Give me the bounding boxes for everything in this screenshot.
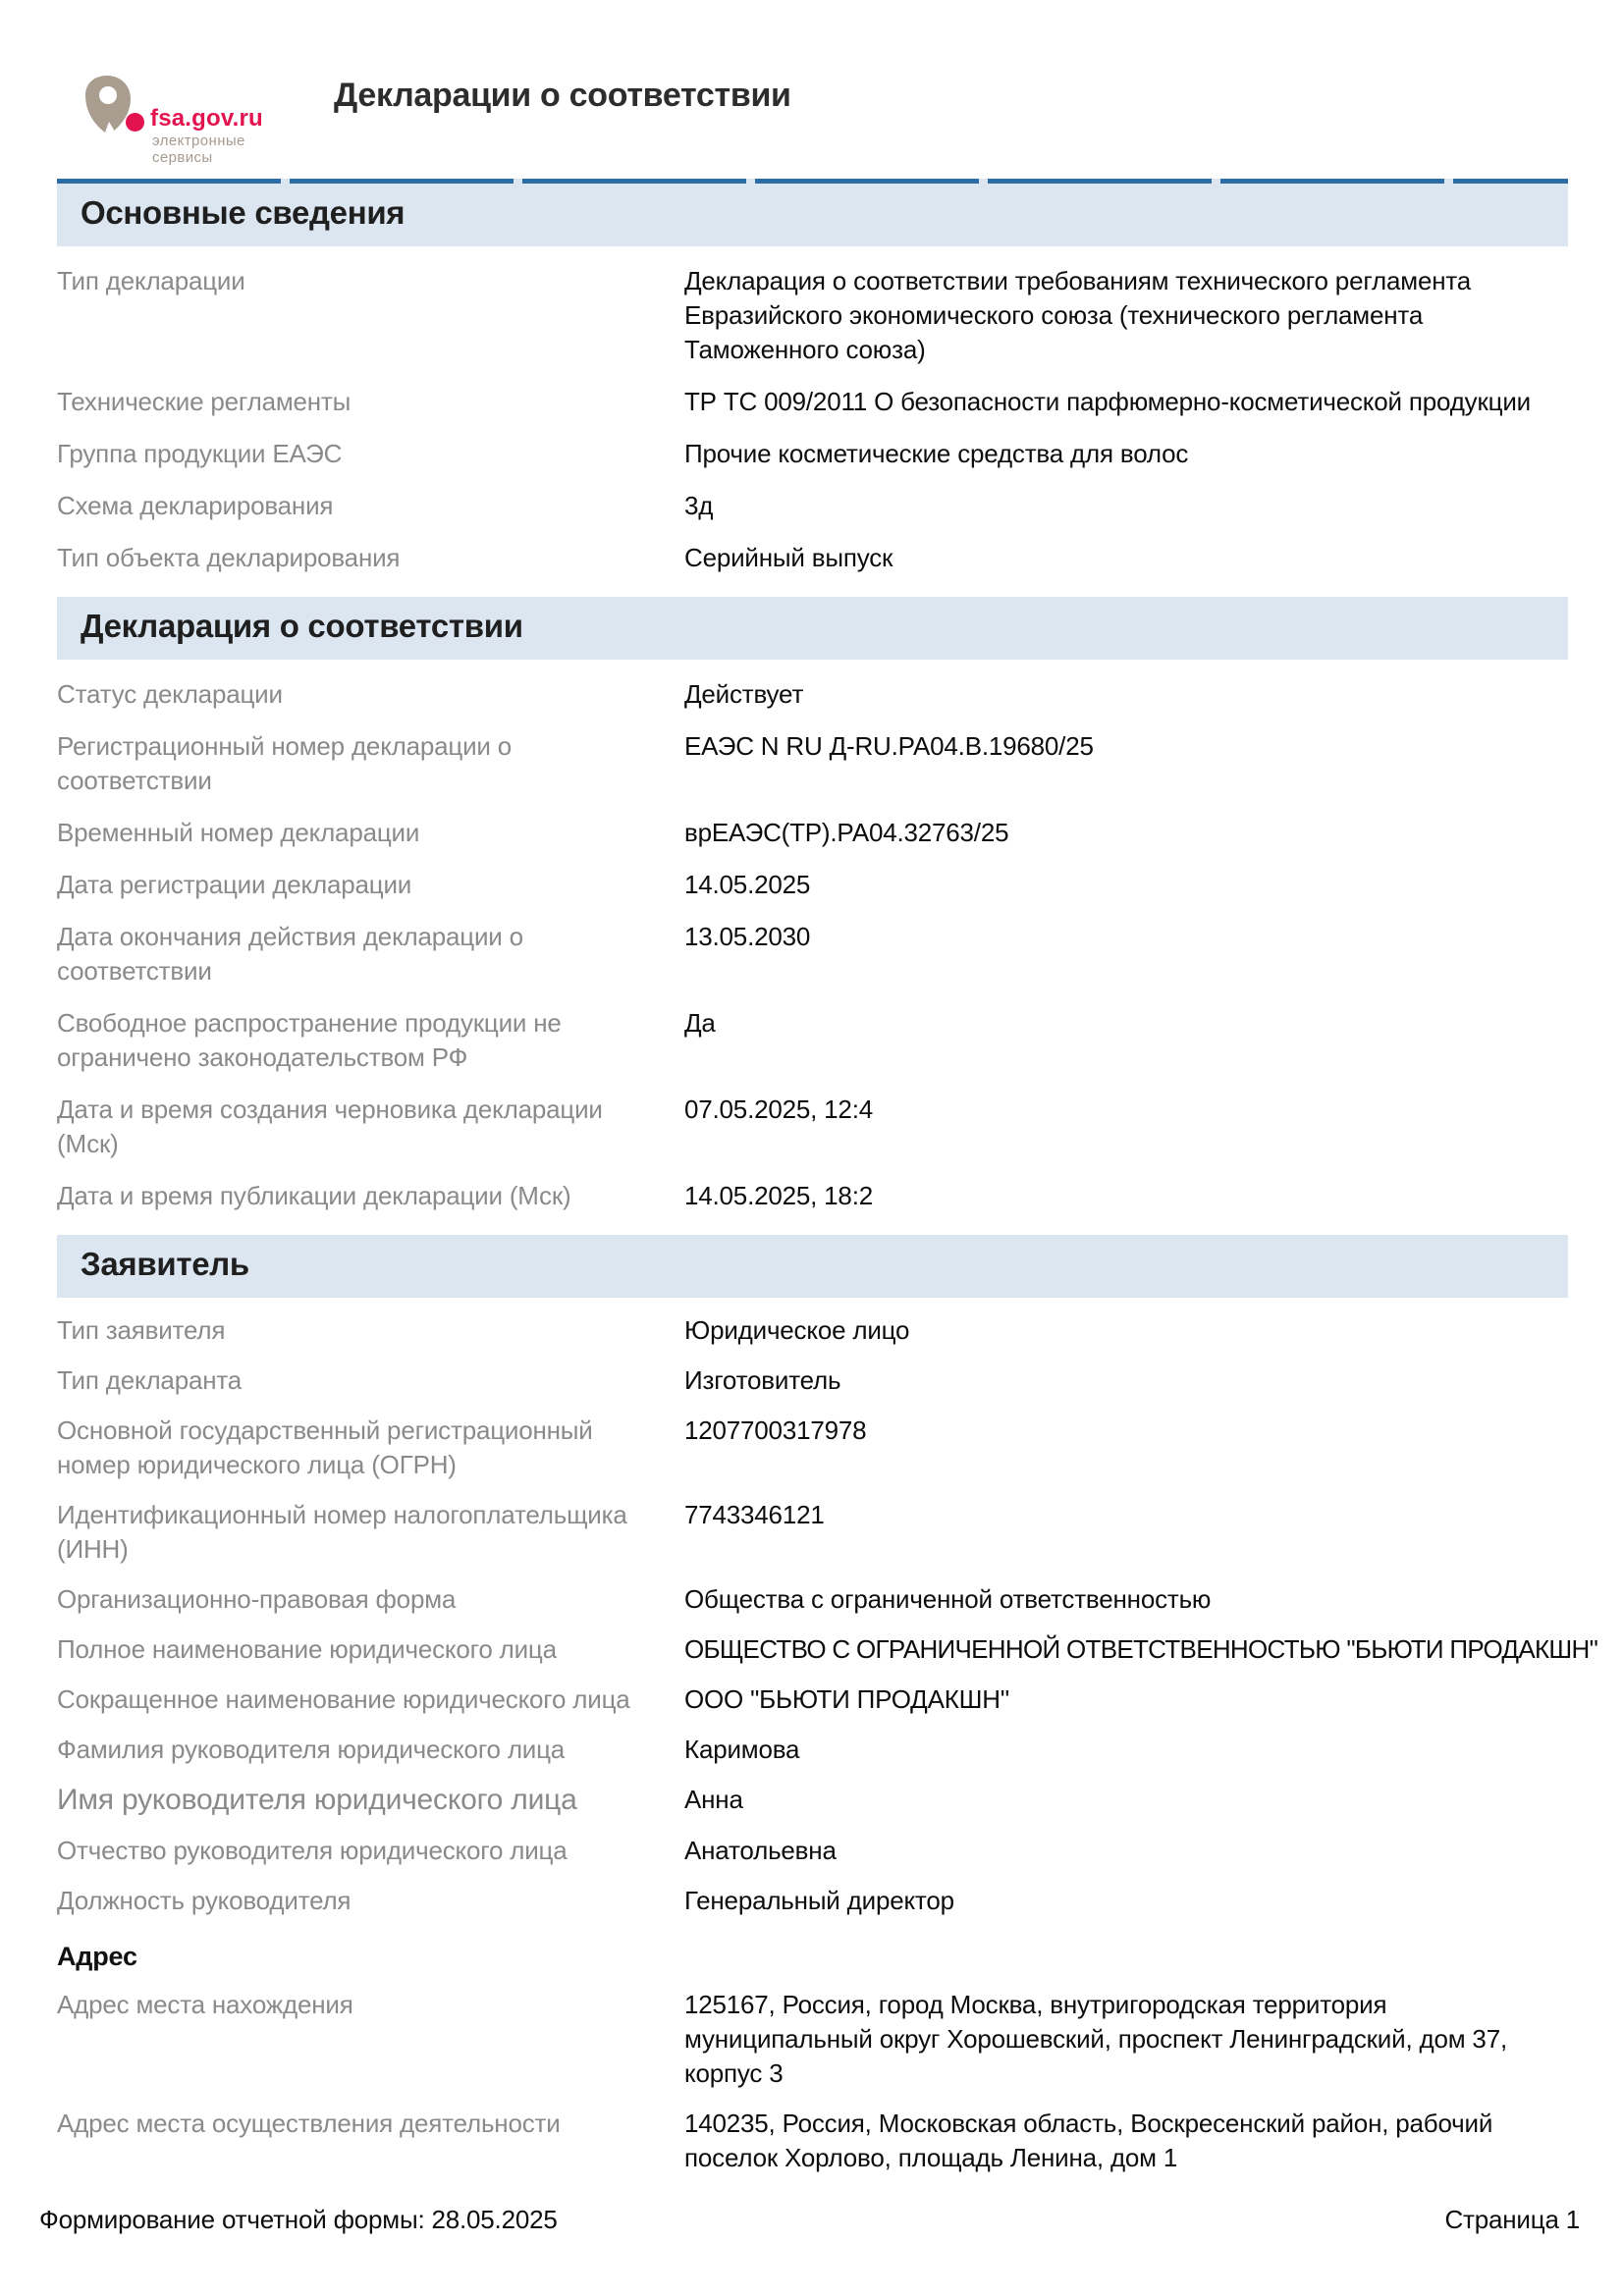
section-declaration xyxy=(57,677,1568,1213)
field-label: Дата и время публикации декларации (Мск) xyxy=(57,1181,571,1210)
field-value: Действует xyxy=(684,679,804,709)
field-label: Тип декларанта xyxy=(57,1365,243,1395)
row-declarant-type xyxy=(57,1363,1568,1398)
row-free-distribution xyxy=(57,1006,1568,1075)
row-applicant-type xyxy=(57,1313,1568,1348)
field-label: Сокращенное наименование юридического лица xyxy=(57,1684,630,1714)
field-label: Схема декларирования xyxy=(57,491,334,520)
row-declaration-status xyxy=(57,677,1568,712)
page-footer xyxy=(39,2205,1580,2235)
field-value: Анатольевна xyxy=(684,1836,837,1865)
field-value: 3д xyxy=(684,491,714,520)
page-title: Декларации о соответствии xyxy=(334,77,791,114)
row-publication-datetime xyxy=(57,1179,1568,1213)
field-label: Адрес места осуществления деятельности xyxy=(57,2109,561,2138)
footer-generated-date: Формирование отчетной формы: 28.05.2025 xyxy=(39,2205,558,2234)
fsa-logo xyxy=(82,73,298,166)
row-declaration-object-type xyxy=(57,541,1568,575)
row-expiry-date xyxy=(57,920,1568,988)
row-head-name xyxy=(57,1783,1568,1818)
field-value: Серийный выпуск xyxy=(684,543,893,572)
field-label: Группа продукции ЕАЭС xyxy=(57,439,343,468)
field-label: Дата и время создания черновика декларации (Мск) xyxy=(57,1095,603,1158)
row-draft-created-datetime xyxy=(57,1093,1568,1161)
row-ogrn xyxy=(57,1414,1568,1482)
field-value: Да xyxy=(684,1008,716,1038)
field-label: Технические регламенты xyxy=(57,387,352,416)
row-location-address xyxy=(57,1988,1568,2091)
field-value: Прочие косметические средства для волос xyxy=(684,439,1189,468)
row-head-position xyxy=(57,1884,1568,1918)
field-value: ОБЩЕСТВО С ОГРАНИЧЕННОЙ ОТВЕТСТВЕННОСТЬЮ "БЬЮТИ ПРОДАКШН" xyxy=(684,1634,1598,1664)
field-label: Отчество руководителя юридического лица xyxy=(57,1836,568,1865)
row-full-legal-name xyxy=(57,1632,1598,1667)
row-head-surname xyxy=(57,1733,1568,1767)
row-declaration-type xyxy=(57,264,1568,367)
field-label: Должность руководителя xyxy=(57,1886,352,1915)
section-header-applicant: Заявитель xyxy=(57,1235,1568,1298)
field-label: Дата окончания действия декларации о соответствии xyxy=(57,922,523,986)
field-value: Каримова xyxy=(684,1735,800,1764)
field-label: Тип объекта декларирования xyxy=(57,543,401,572)
field-value: 140235, Россия, Московская область, Воскресенский район, рабочий поселок Хорлово, площадь Ленина, дом 1 xyxy=(684,2109,1493,2172)
field-value: ЕАЭС N RU Д-RU.РА04.В.19680/25 xyxy=(684,731,1094,761)
row-technical-regulations xyxy=(57,385,1568,419)
field-label: Имя руководителя юридического лица xyxy=(57,1784,577,1816)
row-registration-date xyxy=(57,868,1568,902)
field-label: Тип заявителя xyxy=(57,1315,226,1345)
field-value: Изготовитель xyxy=(684,1365,841,1395)
field-label: Основной государственный регистрационный номер юридического лица (ОГРН) xyxy=(57,1415,593,1479)
row-temporary-number xyxy=(57,816,1568,850)
row-activity-address xyxy=(57,2107,1568,2175)
document-body xyxy=(0,179,1623,2175)
field-value: 7743346121 xyxy=(684,1500,825,1529)
field-value: врЕАЭС(ТР).РА04.32763/25 xyxy=(684,818,1009,847)
field-value: 13.05.2030 xyxy=(684,922,811,951)
section-header-main-info: Основные сведения xyxy=(57,179,1568,246)
section-main-info xyxy=(57,264,1568,575)
field-value: ООО "БЬЮТИ ПРОДАКШН" xyxy=(684,1684,1009,1714)
row-short-legal-name xyxy=(57,1682,1568,1717)
logo-domain-text: fsa.gov.ru xyxy=(150,105,263,132)
field-label: Адрес места нахождения xyxy=(57,1990,353,2019)
field-label: Свободное распространение продукции не ограничено законодательством РФ xyxy=(57,1008,562,1072)
field-label: Организационно-правовая форма xyxy=(57,1584,457,1614)
section-applicant xyxy=(57,1313,1598,2175)
address-subheading: Адрес xyxy=(57,1942,137,1971)
field-value: 14.05.2025, 18:2 xyxy=(684,1181,873,1210)
logo-red-dot-icon xyxy=(126,113,144,132)
field-value: Юридическое лицо xyxy=(684,1315,910,1345)
field-label: Тип декларации xyxy=(57,266,245,295)
field-value: Генеральный директор xyxy=(684,1886,954,1915)
field-label: Фамилия руководителя юридического лица xyxy=(57,1735,566,1764)
field-value: Анна xyxy=(684,1785,743,1814)
field-value: 14.05.2025 xyxy=(684,870,811,899)
field-label: Временный номер декларации xyxy=(57,818,420,847)
logo-subtitle-text: электронные сервисы xyxy=(152,133,245,166)
field-value: 07.05.2025, 12:4 xyxy=(684,1095,873,1124)
field-value: Общества с ограниченной ответственностью xyxy=(684,1584,1212,1614)
field-label: Дата регистрации декларации xyxy=(57,870,412,899)
field-label: Идентификационный номер налогоплательщика (ИНН) xyxy=(57,1500,627,1564)
field-value: 1207700317978 xyxy=(684,1415,867,1445)
field-value: Декларация о соответствии требованиям технического регламента Евразийского экономического союза (технического регламента Таможенного союза) xyxy=(684,266,1472,364)
section-header-declaration: Декларация о соответствии xyxy=(57,597,1568,660)
field-value: 125167, Россия, город Москва, внутригородская территория муниципальный округ Хорошевский, проспект Ленинградский, дом 37, корпус 3 xyxy=(684,1990,1507,2088)
row-legal-form xyxy=(57,1582,1568,1617)
row-declaration-scheme xyxy=(57,489,1568,523)
row-product-group xyxy=(57,437,1568,471)
fsa-shield-a-icon xyxy=(82,75,134,138)
field-label: Полное наименование юридического лица xyxy=(57,1634,557,1664)
field-label: Регистрационный номер декларации о соответствии xyxy=(57,731,513,795)
row-inn xyxy=(57,1498,1568,1567)
field-value: ТР ТС 009/2011 О безопасности парфюмерно-косметической продукции xyxy=(684,387,1531,416)
row-registration-number xyxy=(57,729,1568,798)
row-head-patronymic xyxy=(57,1834,1568,1868)
page-header xyxy=(0,0,1623,179)
field-label: Статус декларации xyxy=(57,679,283,709)
footer-page-number: Страница 1 xyxy=(1444,2205,1580,2234)
